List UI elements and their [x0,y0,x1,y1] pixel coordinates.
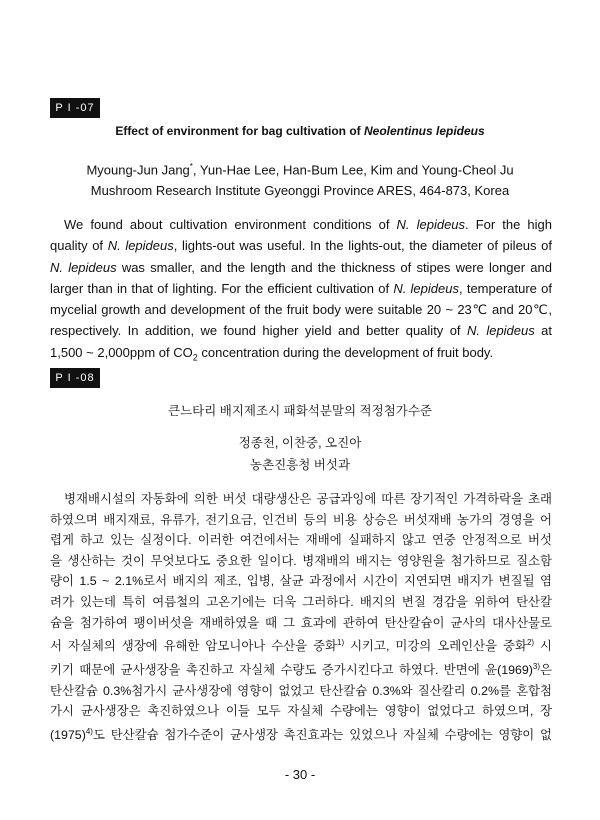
section-code-badge-2: P I -08 [50,368,100,388]
affiliation: Mushroom Research Institute Gyeonggi Province ARES, 464-873, Korea [90,183,510,198]
paper-title: Effect of environment for bag cultivation of Neolentinus lepideus [115,124,485,138]
author-list: Myoung-Jun Jang*, Yun-Hae Lee, Han-Bum Lee, Kim and Young-Cheol Ju [86,162,514,178]
body-line: 렵게 하고 있는 실정이다. 이러한 여건에서는 재배에 실패하지 않고 연중 안정적으로 버섯 [50,533,552,548]
body-line: 병재배시설의 자동화에 의한 버섯 대량생산은 공급과잉에 따른 장기적인 가격하락을 초래 [64,492,552,506]
section-code-badge: P I -07 [50,98,100,118]
korean-title: 큰느타리 배지제조시 패화석분말의 적정첨가수준 [168,404,432,418]
body-line: 서 자실체의 생장에 유해한 암모니아나 수산을 중화$^{1)}$ 시키고, 미강의 오레인산을 중화$^{2)}$ 시 [50,638,552,654]
korean-body-paragraph [50,489,552,746]
body-line: 탄산칼슘 0.3%첨가시 균사생장에 영향이 없었고 탄산칼슘 0.3%와 질산칼리 0.2%를 혼합첨 [50,683,552,698]
body-line: 가시 균사생장은 촉진하였으나 이들 모두 자실체 수량에는 영향이 없었다고 하였으며, 장 [50,704,552,719]
body-line: 키기 때문에 균사생장을 촉진하고 자실체 수량도 증가시킨다고 하였다. 반면에 윤$(1969)^{3)}$은 [50,661,552,677]
body-line: 려가 있는데 특히 여름철의 고온기에는 더욱 그러하다. 배지의 변질 경감을 위하여 탄산칼 [50,594,552,609]
korean-affiliation: 농촌진흥청 버섯과 [249,458,351,472]
body-line: $(1975)^{4)}$도 탄산칼슘 첨가수준이 균사생장 촉진효과는 있었으나 자실체 수량에는 영향이 없 [50,726,552,742]
body-line: 슘을 첨가하여 팽이버섯을 재배하였을 때 그 효과에 관하여 탄산칼슘이 균사의 대사산물로 [50,615,552,630]
korean-authors: 정종천, 이찬중, 오진아 [238,436,362,450]
page-number: - 30 - [284,767,316,782]
body-line: 을 생산하는 것이 무엇보다도 중요한 일이다. 병재배의 배지는 영양원을 첨가하므로 질소함 [50,553,552,568]
body-line: 하였으며 배지재료, 유류가, 전기요금, 인건비 등의 비용 상승은 버섯재배 농가의 경영을 어 [50,512,552,527]
abstract-paragraph: We found about cultivation environment conditions of N. lepideus. For the high quality of N. lepideus, lights-out was useful. In the lights-out, the diameter of pileus of N. lepideus was smaller, and the length and the thickness of stipes were longer and larger than in that of lighting. For the efficient cultivation of N. lepideus, temperature of mycelial growth and development of the fruit body were suitable 20 ~ 23℃ and 20℃, respectively. In addition, we found higher yield and better quality of N. lepideus at 1,500 ~ 2,000ppm of $CO_2$ concentration during the development of fruit body. [50,217,552,363]
body-line: 량이 1.5 ~ 2.1%로서 배지의 제조, 입병, 살균 과정에서 시간이 지연되면 배지가 변질될 염 [50,574,552,589]
